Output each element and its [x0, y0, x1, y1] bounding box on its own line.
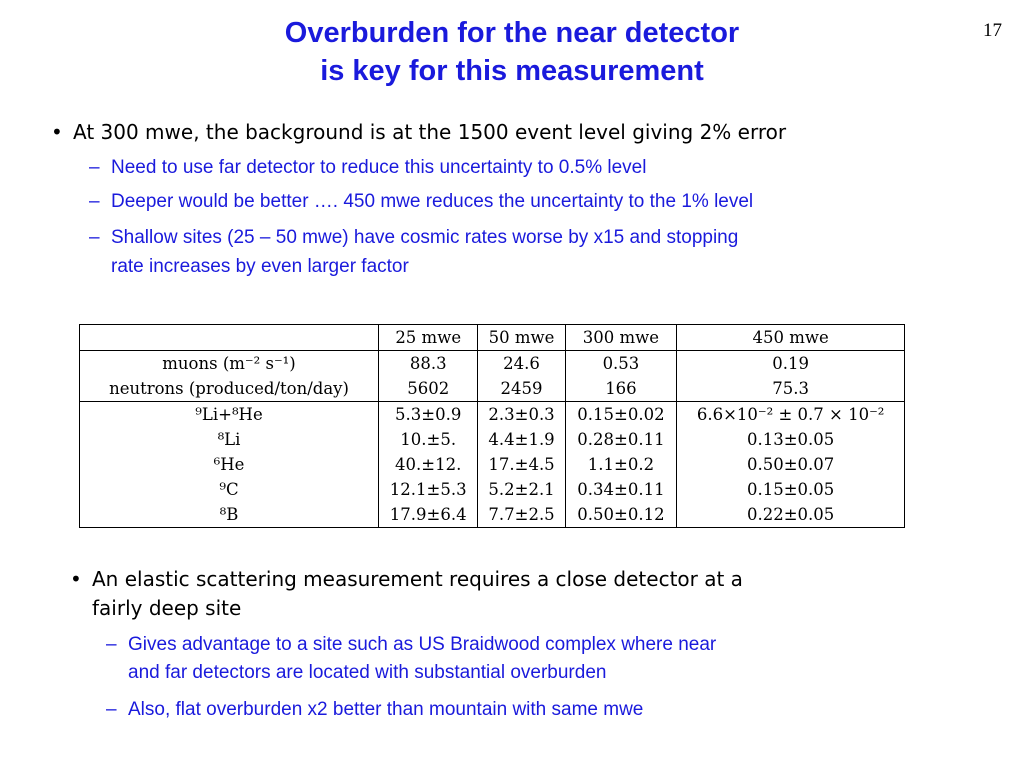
table-cell: 40.±12.	[379, 452, 478, 477]
sub-bullet-text: Shallow sites (25 – 50 mwe) have cosmic rates worse by x15 and stopping	[111, 227, 739, 248]
table-cell: 24.6	[478, 351, 565, 377]
table-header-cell: 50 mwe	[478, 325, 565, 351]
dash-icon: –	[106, 699, 117, 720]
bullet-elastic-scattering	[70, 565, 743, 593]
table-cell: 5602	[379, 376, 478, 402]
row-label: ⁸Li	[80, 427, 379, 452]
dash-icon: –	[106, 634, 117, 655]
bullet-text: At 300 mwe, the background is at the 1500 event level giving 2% error	[73, 120, 787, 144]
row-label: muons (m⁻² s⁻¹)	[80, 351, 379, 377]
table-cell: 0.13±0.05	[677, 427, 905, 452]
table-header-cell: 300 mwe	[565, 325, 677, 351]
row-label: ⁹C	[80, 477, 379, 502]
table-cell: 1.1±0.2	[565, 452, 677, 477]
sub-bullet-text: Also, flat overburden x2 better than mountain with same mwe	[128, 699, 644, 720]
table-cell: 7.7±2.5	[478, 502, 565, 528]
table-cell: 75.3	[677, 376, 905, 402]
table-row	[80, 502, 905, 528]
table-header-cell	[80, 325, 379, 351]
table-cell: 2.3±0.3	[478, 402, 565, 428]
table-cell: 2459	[478, 376, 565, 402]
table-row	[80, 376, 905, 402]
bullet-dot-icon: •	[70, 567, 82, 591]
row-label: neutrons (produced/ton/day)	[80, 376, 379, 402]
table-cell: 88.3	[379, 351, 478, 377]
sub-bullet-braidwood-cont	[128, 659, 606, 687]
table-cell: 0.19	[677, 351, 905, 377]
table-row	[80, 351, 905, 377]
row-label: ⁶He	[80, 452, 379, 477]
background-rates-table	[79, 324, 905, 528]
table-cell: 0.50±0.07	[677, 452, 905, 477]
sub-bullet-shallow-sites-cont	[111, 253, 409, 281]
table-cell: 5.2±2.1	[478, 477, 565, 502]
table-cell: 0.15±0.05	[677, 477, 905, 502]
sub-bullet-text: rate increases by even larger factor	[111, 256, 409, 277]
table-cell: 0.53	[565, 351, 677, 377]
table-header-cell: 25 mwe	[379, 325, 478, 351]
table-header-cell: 450 mwe	[677, 325, 905, 351]
table-cell: 17.±4.5	[478, 452, 565, 477]
bullet-background-level	[51, 118, 787, 146]
table-row	[80, 427, 905, 452]
table-cell: 0.34±0.11	[565, 477, 677, 502]
row-label: ⁸B	[80, 502, 379, 528]
slide-title	[0, 14, 1024, 90]
sub-bullet-flat-overburden	[106, 696, 644, 724]
bullet-dot-icon: •	[51, 120, 63, 144]
dash-icon: –	[89, 191, 100, 212]
sub-bullet-far-detector	[89, 154, 647, 182]
dash-icon: –	[89, 157, 100, 178]
bullet-text: fairly deep site	[92, 596, 242, 620]
sub-bullet-text: Deeper would be better …. 450 mwe reduces the uncertainty to the 1% level	[111, 191, 754, 212]
sub-bullet-shallow-sites	[89, 224, 739, 252]
table-cell: 0.22±0.05	[677, 502, 905, 528]
table-cell: 17.9±6.4	[379, 502, 478, 528]
sub-bullet-text: and far detectors are located with substantial overburden	[128, 662, 607, 683]
row-label: ⁹Li+⁸He	[80, 402, 379, 428]
bullet-elastic-scattering-cont	[92, 594, 241, 622]
table-cell: 6.6×10⁻² ± 0.7 × 10⁻²	[677, 402, 905, 428]
slide-title-line-2: is key for this measurement	[320, 55, 704, 87]
sub-bullet-braidwood	[106, 631, 717, 659]
bullet-text: An elastic scattering measurement requires a close detector at a	[92, 567, 743, 591]
table-cell: 0.15±0.02	[565, 402, 677, 428]
page-number: 17	[983, 20, 1002, 41]
sub-bullet-deeper	[89, 188, 754, 216]
table-cell: 5.3±0.9	[379, 402, 478, 428]
sub-bullet-text: Need to use far detector to reduce this uncertainty to 0.5% level	[111, 157, 647, 178]
table-cell: 166	[565, 376, 677, 402]
table-cell: 10.±5.	[379, 427, 478, 452]
table-row	[80, 452, 905, 477]
sub-bullet-text: Gives advantage to a site such as US Braidwood complex where near	[128, 634, 717, 655]
table-cell: 12.1±5.3	[379, 477, 478, 502]
table-row	[80, 402, 905, 428]
dash-icon: –	[89, 227, 100, 248]
table-cell: 0.28±0.11	[565, 427, 677, 452]
table-cell: 4.4±1.9	[478, 427, 565, 452]
table-header-row	[80, 325, 905, 351]
table-row	[80, 477, 905, 502]
slide-title-line-1: Overburden for the near detector	[284, 17, 740, 49]
table-cell: 0.50±0.12	[565, 502, 677, 528]
